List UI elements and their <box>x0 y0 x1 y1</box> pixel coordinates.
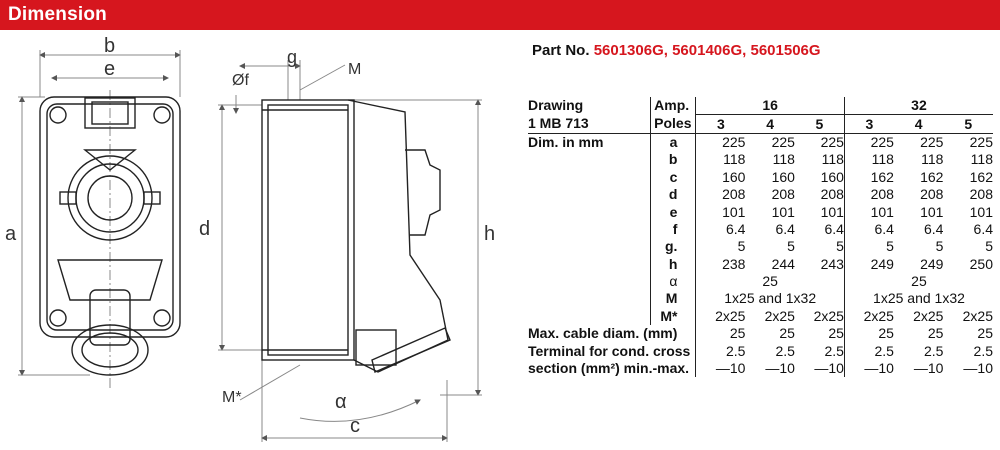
drawing-label: Drawing <box>528 97 584 114</box>
table-cell: 250 <box>969 255 993 272</box>
table-cell: 225 <box>696 133 746 151</box>
table-cell: 160 <box>696 169 746 186</box>
table-cell: 6.4 <box>973 220 993 237</box>
table-cell: 101 <box>820 203 844 220</box>
table-cell: 5 <box>836 238 844 255</box>
amp-16: 16 <box>696 97 845 115</box>
table-cell: 2x25 <box>962 307 993 324</box>
table-cell: 118 <box>696 151 746 168</box>
poles-label: Poles <box>651 115 696 133</box>
row-label: Max. cable diam. (mm) <box>528 325 678 342</box>
table-row <box>528 256 993 273</box>
dim-label-f: Øf <box>232 72 249 89</box>
dim-label-g: g <box>287 47 298 67</box>
dim-label: Dim. in mm <box>528 133 604 150</box>
part-number-label: Part No. <box>532 42 590 59</box>
amp-label: Amp. <box>651 97 696 115</box>
table-cell: 25 <box>844 273 993 290</box>
table-cell: 208 <box>920 186 944 203</box>
table-cell: 118 <box>921 151 944 168</box>
table-cell: 249 <box>844 256 894 273</box>
table-cell: 2.5 <box>824 342 844 359</box>
row-label: M* <box>651 308 696 325</box>
part-number <box>532 42 821 59</box>
table-cell: 5 <box>844 238 894 255</box>
table-cell: 5 <box>696 238 746 255</box>
pole-cell: 3 <box>696 115 746 133</box>
dim-label-a: a <box>5 223 17 245</box>
amp-32: 32 <box>844 97 993 115</box>
table-cell: 25 <box>828 325 844 342</box>
header-bar <box>0 0 1000 30</box>
table-cell: 2x25 <box>913 307 944 324</box>
table-cell: 2x25 <box>696 308 746 325</box>
table-cell: 101 <box>771 203 795 220</box>
pole-cell: 5 <box>795 115 845 133</box>
table-cell: —10 <box>814 360 844 377</box>
table-cell: 238 <box>696 256 746 273</box>
table-cell: 25 <box>696 273 845 290</box>
table-cell: 1x25 and 1x32 <box>844 290 993 307</box>
row-label: f <box>651 221 696 238</box>
table-cell: 5 <box>787 238 795 255</box>
table-row <box>528 186 993 203</box>
dim-label-c: c <box>350 415 360 437</box>
table-cell: 1x25 and 1x32 <box>696 290 845 307</box>
dim-label-d: d <box>199 218 211 240</box>
table-row <box>528 203 993 220</box>
row-label: c <box>651 169 696 186</box>
table-cell: 118 <box>844 151 894 168</box>
table-cell: 225 <box>969 133 993 150</box>
row-label: α <box>651 273 696 290</box>
table-cell: 101 <box>844 203 894 220</box>
table-row <box>528 273 993 290</box>
table-cell: 5 <box>935 238 944 255</box>
row-label: d <box>651 186 696 203</box>
table-cell: 243 <box>820 255 844 272</box>
table-cell: 118 <box>970 151 993 168</box>
dim-label-m: M <box>348 61 362 78</box>
table-cell: 225 <box>771 133 795 150</box>
table-cell: —10 <box>696 360 746 377</box>
row-label: M <box>651 290 696 307</box>
table-cell: 101 <box>696 203 746 220</box>
table-cell: 101 <box>969 203 993 220</box>
dim-label-e: e <box>104 58 116 80</box>
drawing-code: 1 MB 713 <box>528 115 651 133</box>
table-cell: 249 <box>920 255 944 272</box>
table-cell: 6.4 <box>696 221 746 238</box>
table-row <box>528 308 993 325</box>
table-cell: 2.5 <box>844 342 894 359</box>
table-cell: 2x25 <box>844 308 894 325</box>
table-cell: 162 <box>920 168 944 185</box>
dim-label-mstar: M* <box>222 389 242 406</box>
table-cell: 25 <box>844 325 894 342</box>
pole-cell: 3 <box>844 115 894 133</box>
table-cell: 25 <box>977 325 993 342</box>
spec-table <box>528 97 993 377</box>
table-cell: 208 <box>696 186 746 203</box>
table-cell: 244 <box>771 255 795 272</box>
row-label: Terminal for cond. cross <box>528 342 691 359</box>
row-label: h <box>651 256 696 273</box>
table-row <box>528 221 993 238</box>
table-cell: 6.4 <box>824 220 844 237</box>
row-label: b <box>651 151 696 168</box>
table-row <box>528 169 993 186</box>
table-cell: —10 <box>963 360 993 377</box>
table-cell: 6.4 <box>923 220 944 237</box>
table-cell: 208 <box>969 186 993 203</box>
row-label: e <box>651 203 696 220</box>
section-title: Dimension <box>8 4 107 25</box>
table-cell: 208 <box>844 186 894 203</box>
table-cell: 2x25 <box>764 307 795 324</box>
table-cell: 25 <box>779 325 795 342</box>
pole-cell: 4 <box>745 115 795 133</box>
table-cell: 25 <box>927 325 944 342</box>
table-cell: 2x25 <box>813 307 844 324</box>
table-cell: 2.5 <box>973 342 993 359</box>
table-cell: —10 <box>844 360 894 377</box>
table-cell: —10 <box>913 360 944 377</box>
table-row <box>528 342 993 359</box>
table-cell: 162 <box>969 168 993 185</box>
table-row <box>528 133 993 151</box>
table-cell: 162 <box>844 169 894 186</box>
table-row <box>528 97 993 115</box>
table-cell: 208 <box>771 186 795 203</box>
table-cell: 2.5 <box>696 342 746 359</box>
table-cell: 160 <box>771 168 795 185</box>
pole-cell: 4 <box>894 115 944 133</box>
table-cell: —10 <box>765 360 795 377</box>
table-cell: 25 <box>696 325 746 342</box>
dim-label-alpha: α <box>335 391 347 413</box>
table-cell: 160 <box>820 168 844 185</box>
table-cell: 2.5 <box>775 342 795 359</box>
table-cell: 225 <box>920 133 944 150</box>
row-label: a <box>651 133 696 151</box>
table-cell: 2.5 <box>923 342 944 359</box>
table-row <box>528 290 993 307</box>
table-cell: 225 <box>844 133 894 151</box>
table-cell: 208 <box>820 186 844 203</box>
dim-label-b: b <box>104 35 116 57</box>
table-cell: 225 <box>820 133 844 150</box>
table-cell: 6.4 <box>844 221 894 238</box>
table-row <box>528 360 993 377</box>
table-cell: 6.4 <box>775 220 795 237</box>
table-row <box>528 151 993 168</box>
part-number-values: 5601306G, 5601406G, 5601506G <box>593 42 821 59</box>
pole-cell: 5 <box>943 115 993 133</box>
dimension-drawing <box>0 30 505 450</box>
table-row <box>528 325 993 342</box>
row-label: section (mm²) min.-max. <box>528 360 690 377</box>
table-cell: 101 <box>920 203 944 220</box>
row-label: g. <box>651 238 696 255</box>
table-cell: 5 <box>985 238 993 255</box>
table-cell: 118 <box>772 151 795 168</box>
table-row <box>528 115 993 133</box>
dim-label-h: h <box>484 223 496 245</box>
table-cell: 118 <box>821 151 844 168</box>
table-row <box>528 238 993 255</box>
